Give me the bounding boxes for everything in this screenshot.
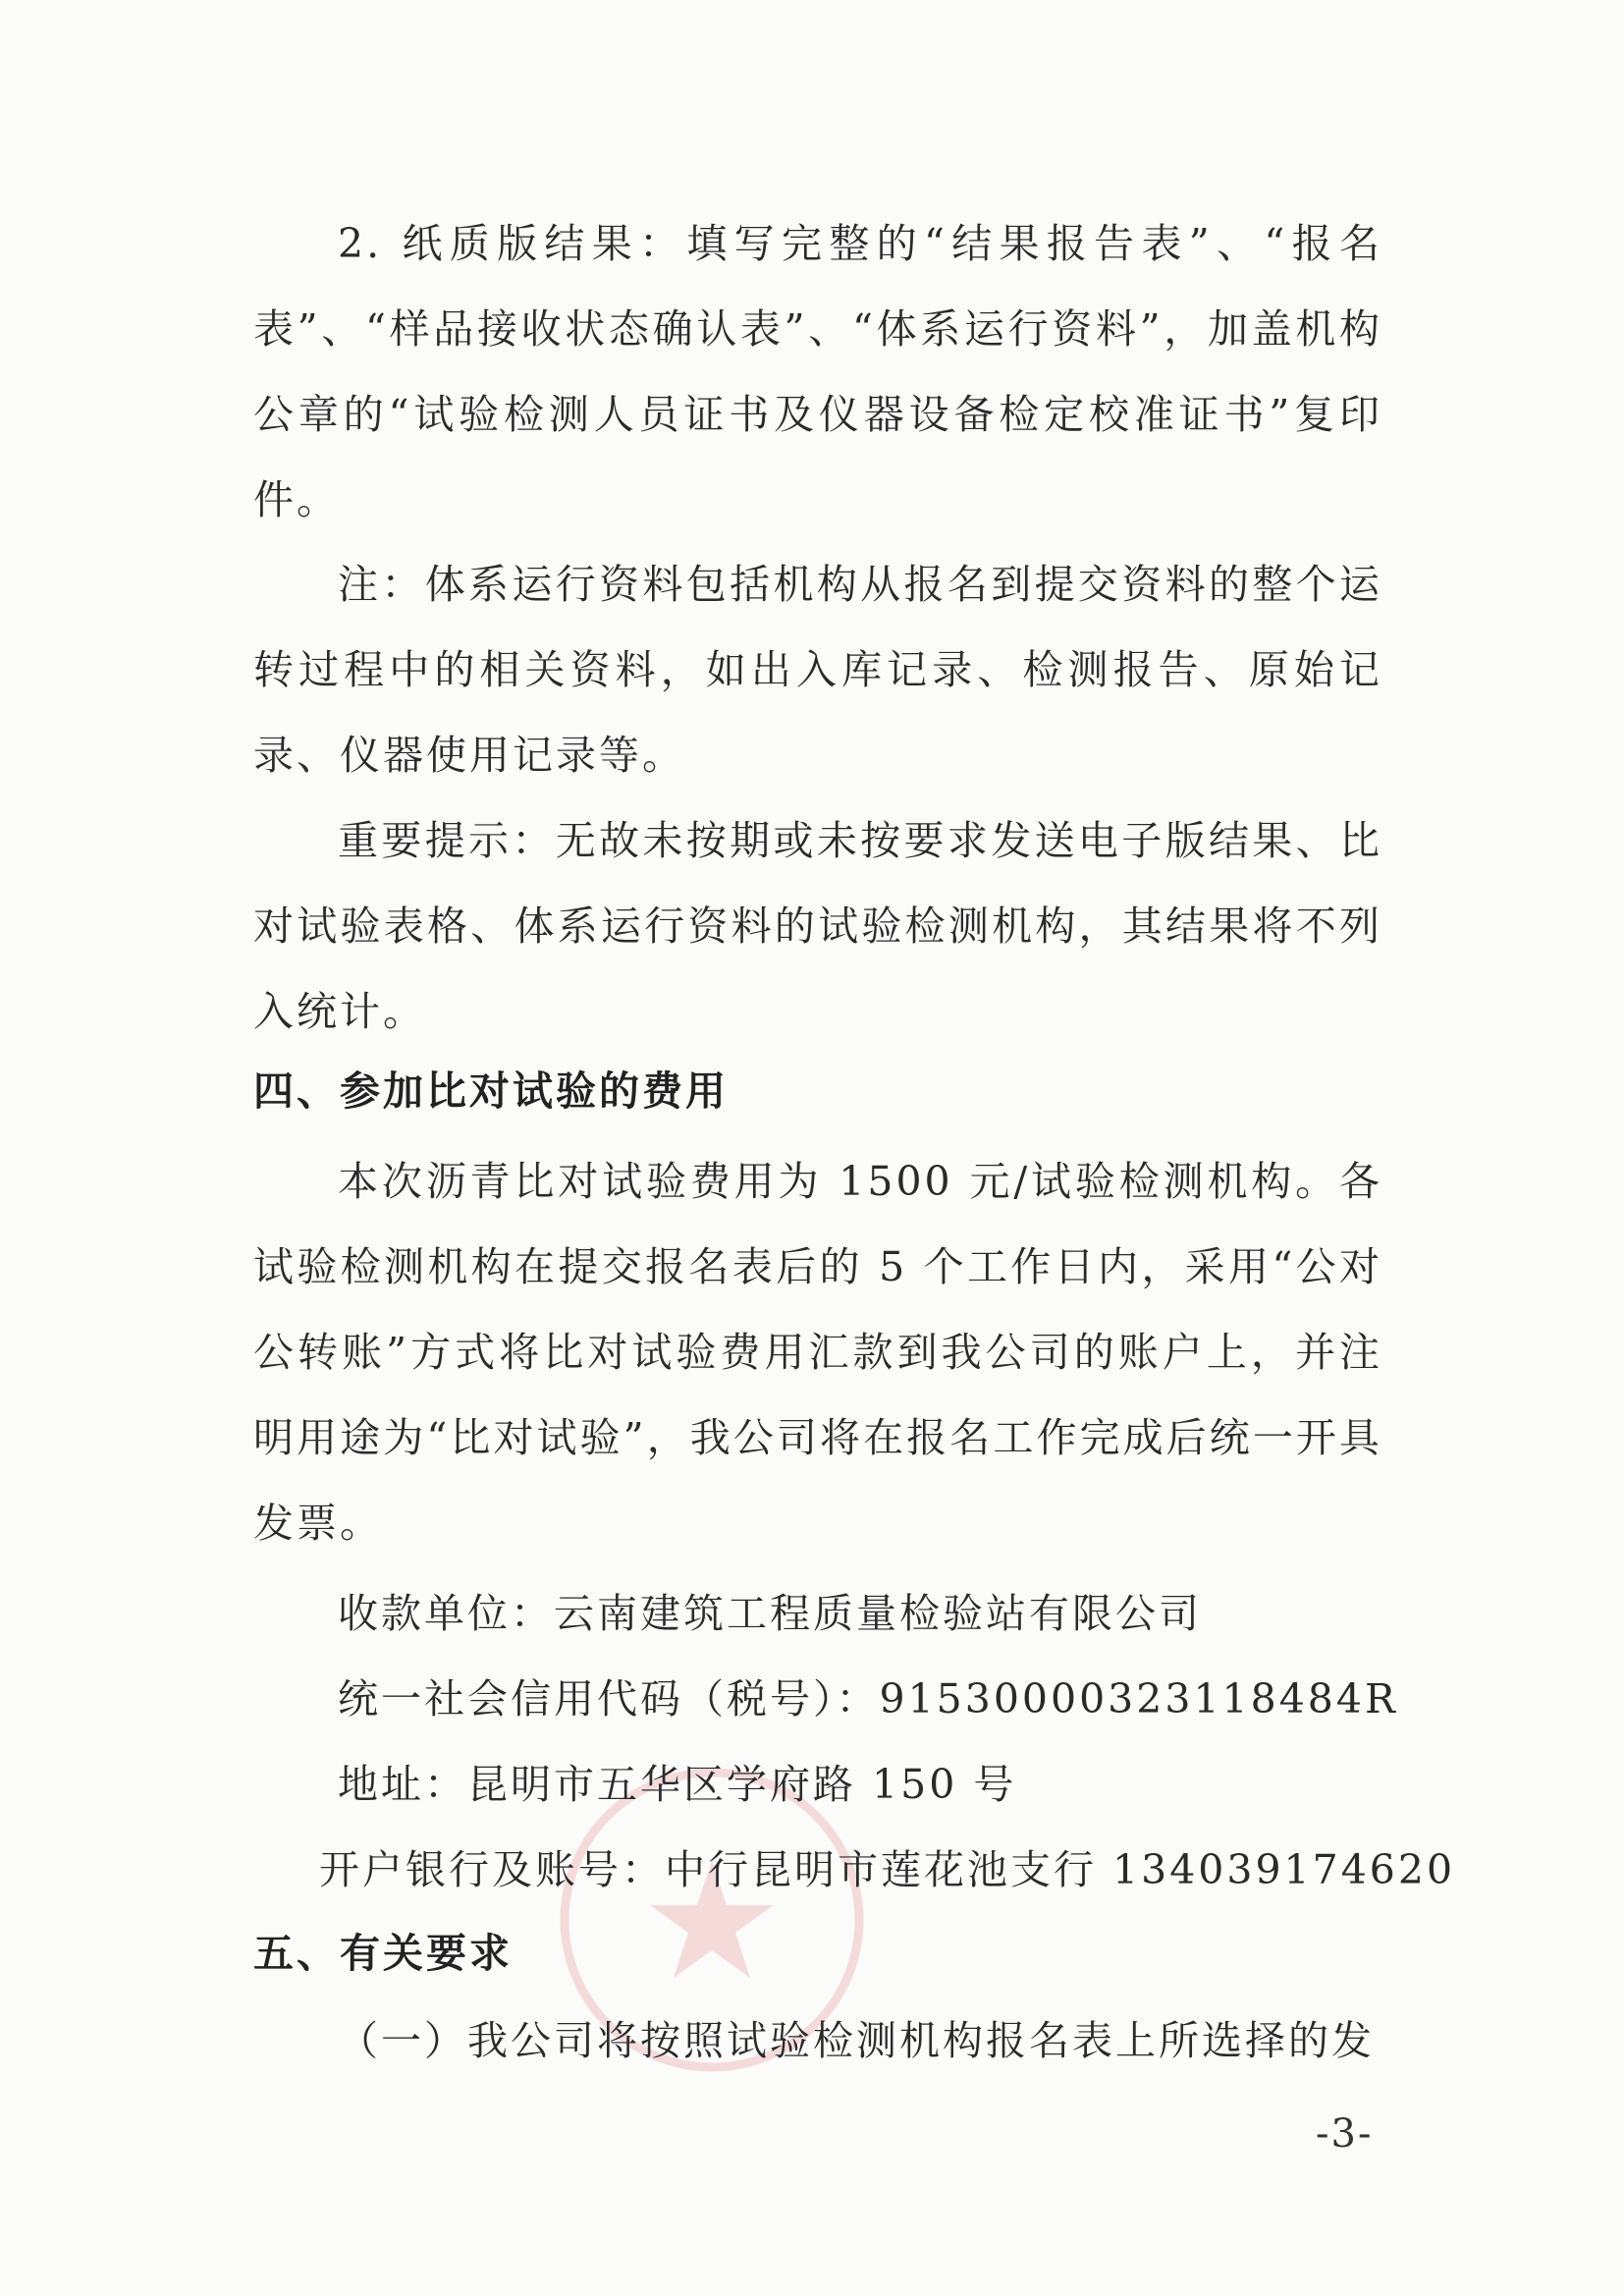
section-heading-requirements: 五、有关要求: [253, 1930, 513, 1977]
page-number: -3-: [1316, 2111, 1374, 2157]
payee-bank-account: 开户银行及账号：中行昆明市莲花池支行 134039174620: [319, 1846, 1456, 1893]
payee-address: 地址：昆明市五华区学府路 150 号: [338, 1761, 1017, 1808]
paragraph-fee-details: 本次沥青比对试验费用为 1500 元/试验检测机构。各试验检测机构在提交报名表后的 5 个工作日内，采用“公对公转账”方式将比对试验费用汇款到我公司的账户上，并注明用途为“比对试验”，我公司将在报名工作完成后统一开具发票。: [253, 1158, 1382, 1547]
paragraph-paper-results: 2. 纸质版结果：填写完整的“结果报告表”、“报名表”、“样品接收状态确认表”、“体系运行资料”，加盖机构公章的“试验检测人员证书及仪器设备检定校准证书”复印件。: [253, 220, 1382, 523]
payee-credit-code: 统一社会信用代码（税号）：91530000323118484R: [338, 1675, 1398, 1722]
paragraph-important-notice: 重要提示：无故未按期或未按要求发送电子版结果、比对试验表格、体系运行资料的试验检测机构，其结果将不列入统计。: [253, 817, 1382, 1035]
paragraph-requirement-1: （一）我公司将按照试验检测机构报名表上所选择的发: [338, 2017, 1375, 2064]
section-heading-fees: 四、参加比对试验的费用: [253, 1067, 729, 1115]
payee-unit: 收款单位：云南建筑工程质量检验站有限公司: [338, 1590, 1202, 1637]
paragraph-note-system-data: 注：体系运行资料包括机构从报名到提交资料的整个运转过程中的相关资料，如出入库记录、检测报告、原始记录、仪器使用记录等。: [253, 561, 1382, 779]
